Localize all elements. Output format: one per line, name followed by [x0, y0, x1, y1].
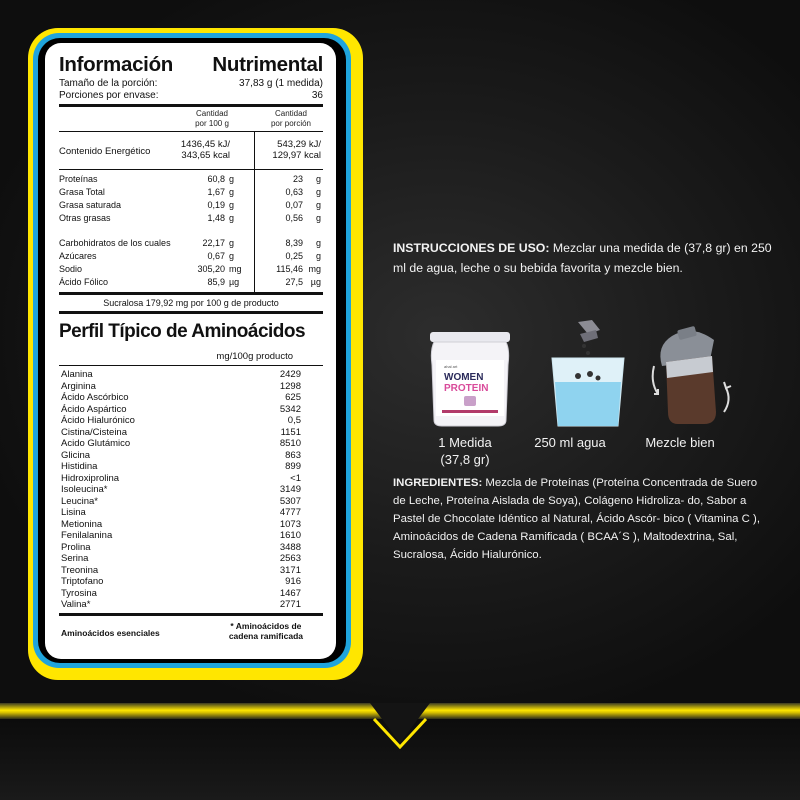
nutrient-value-per-serving: 23: [292, 174, 303, 184]
amino-name: Alanina: [61, 369, 93, 380]
jar-brand: ahal art: [444, 364, 458, 369]
amino-row: [59, 530, 323, 541]
amino-value: 5307: [279, 495, 301, 507]
divider: [59, 365, 323, 366]
nutrient-name: Carbohidratos de los cuales: [59, 238, 171, 248]
amino-name: Treonina: [61, 564, 99, 576]
nutrient-unit-per-serving: mg: [308, 264, 321, 274]
divider: [59, 169, 323, 170]
amino-value: 1298: [279, 380, 301, 392]
amino-name: Serina: [61, 553, 89, 564]
nutrient-unit-per-100g: g: [229, 251, 235, 261]
energy-per-serving-kj: 543,29 kJ/: [277, 139, 321, 150]
amino-row: [59, 599, 323, 610]
nutrient-unit-per-100g: mg: [229, 264, 242, 274]
nutrient-value-per-100g: 22,17: [202, 238, 225, 248]
nutrition-label: [45, 43, 336, 659]
nutrient-value-per-100g: 305,20: [197, 264, 225, 274]
amino-value: <1: [290, 472, 301, 484]
amino-row: [59, 369, 323, 380]
amino-name: Cistina/Cisteina: [61, 426, 127, 438]
amino-row: [59, 381, 323, 392]
amino-value: 1151: [280, 426, 301, 438]
nutrient-unit-per-100g: g: [229, 213, 235, 223]
amino-row: [59, 588, 323, 599]
amino-row: [59, 565, 323, 576]
nutrient-unit-per-100g: g: [229, 174, 235, 184]
amino-footer-essential: Aminoácidos esenciales: [61, 628, 160, 638]
energy-per-serving-kcal: 129,97 kcal: [272, 150, 321, 161]
step-3-label: Mezcle bien: [645, 435, 715, 450]
energy-per-100g-kj: 1436,45 kJ/: [180, 139, 230, 150]
amino-row: [59, 450, 323, 461]
amino-name: Leucina*: [61, 495, 98, 507]
amino-row: [59, 553, 323, 564]
servings-label: Porciones por envase:: [59, 90, 159, 101]
nutrient-name: Azúcares: [59, 251, 97, 261]
glass-icon: [552, 320, 624, 426]
nutrient-unit-per-100g: g: [229, 200, 235, 210]
nutrient-row: [59, 263, 323, 275]
divider: [59, 104, 323, 107]
amino-value: 5342: [279, 403, 301, 415]
amino-unit-label: mg/100g producto: [216, 351, 293, 362]
nutrient-name: Ácido Fólico: [59, 277, 109, 287]
divider: [59, 311, 323, 314]
nutrient-row: [59, 237, 323, 249]
nutrient-value-per-serving: 27,5: [285, 277, 303, 287]
nutrient-name: Proteínas: [59, 174, 98, 184]
amino-row: [59, 473, 323, 484]
amino-row: [59, 519, 323, 530]
nutrient-value-per-serving: 8,39: [285, 238, 303, 248]
nutrient-row: [59, 199, 323, 211]
amino-name: Prolina: [61, 541, 91, 553]
amino-row: [59, 496, 323, 507]
amino-row: [59, 576, 323, 587]
amino-name: Hidroxiprolina: [61, 472, 120, 484]
amino-value: 1467: [279, 587, 301, 599]
amino-row: [59, 461, 323, 472]
step-1-label: 1 Medida (37,8 gr): [438, 435, 492, 467]
nutrient-value-per-100g: 85,9: [207, 277, 225, 287]
jar-line2: PROTEIN: [444, 383, 489, 394]
container-icon: [430, 332, 510, 426]
nutrient-unit-per-100g: µg: [229, 277, 240, 287]
nutrient-value-per-100g: 0,19: [207, 200, 225, 210]
energy-label: Contenido Energético: [59, 146, 151, 157]
nutrient-unit-per-serving: g: [315, 213, 321, 223]
amino-name: Ácido Hialurónico: [61, 415, 135, 426]
nutrient-name: Otras grasas: [59, 213, 111, 223]
amino-value: 3171: [279, 564, 301, 576]
serving-size-row: [59, 78, 323, 90]
divider: [59, 613, 323, 616]
instructions-heading: INSTRUCCIONES DE USO:: [393, 241, 550, 255]
amino-name: Histidina: [61, 461, 98, 472]
amino-name: Ácido Ascórbico: [61, 392, 129, 403]
nutrient-name: Sodio: [59, 264, 83, 274]
amino-name: Acido Glutámico: [61, 438, 131, 449]
amino-name: Metionina: [61, 518, 103, 530]
amino-name: Tyrosina: [61, 587, 97, 599]
amino-name: Valina*: [61, 599, 91, 610]
amino-value: 916: [285, 576, 301, 587]
nutrient-row: [59, 276, 323, 288]
instructions-block: [393, 238, 783, 278]
amino-name: Arginina: [61, 380, 96, 392]
nutrition-panel: [59, 43, 323, 659]
amino-row: [59, 542, 323, 553]
step-2-label: 250 ml agua: [534, 435, 606, 450]
col-header-per-serving: Cantidad por porción: [270, 109, 312, 128]
amino-value: 2563: [279, 553, 301, 564]
ingredients-heading: INGREDIENTES:: [393, 477, 483, 489]
nutrient-value-per-serving: 0,63: [285, 187, 303, 197]
nutrient-row: [59, 250, 323, 262]
amino-name: Glicina: [61, 449, 91, 461]
amino-name: Ácido Aspártico: [61, 403, 127, 415]
amino-title: Perfil Típico de Aminoácidos: [59, 321, 306, 342]
divider: [59, 292, 323, 295]
shaker-icon: [653, 326, 731, 424]
serving-size-value: 37,83 g (1 medida): [239, 78, 323, 89]
servings-row: [59, 90, 323, 102]
nutrient-row: [59, 186, 323, 198]
nutrient-unit-per-serving: g: [315, 200, 321, 210]
nutrient-unit-per-serving: g: [315, 187, 321, 197]
amino-value: 4777: [279, 507, 301, 518]
nutrient-value-per-serving: 0,25: [285, 251, 303, 261]
amino-value: 1073: [279, 518, 301, 530]
amino-value: 899: [285, 461, 301, 472]
amino-value: 0,5: [287, 415, 301, 426]
amino-row: [59, 427, 323, 438]
nutrient-unit-per-serving: g: [315, 251, 321, 261]
nutrient-name: Grasa Total: [59, 187, 105, 197]
instructions-text: Mezclar una medida de (37,8 gr) en 250 ml de agua, leche o su bebida favorita y mezcle bien.: [393, 241, 772, 275]
amino-name: Triptofano: [61, 576, 104, 587]
nutrient-unit-per-serving: g: [315, 174, 321, 184]
amino-value: 8510: [279, 438, 301, 449]
serving-size-label: Tamaño de la porción:: [59, 78, 158, 89]
amino-value: 1610: [279, 530, 301, 541]
nutrient-unit-per-100g: g: [229, 238, 235, 248]
amino-row: [59, 415, 323, 426]
nutrient-row: [59, 212, 323, 224]
jar-line1: WOMEN: [444, 372, 484, 383]
amino-value: 2771: [279, 599, 301, 610]
energy-row: [59, 139, 323, 163]
ingredients-text: Mezcla de Proteínas (Proteína Concentrada de Suero de Leche, Proteína Aislada de Soya), Colágeno Hidroliza- do, Sabor a Pastel de Chocolate Idéntico al Natural, Ácido Ascór- bico ( Vitamina C ), Aminoácidos de Cadena Ramificada ( BCAA´S ), Maltodextrina, Sal, Sucralosa, Ácido Hialurónico.: [393, 477, 760, 561]
amino-row: [59, 507, 323, 518]
amino-name: Lisina: [61, 507, 86, 518]
nutrient-value-per-serving: 115,46: [276, 264, 303, 274]
amino-value: 3149: [279, 484, 301, 495]
nutrient-value-per-100g: 0,67: [207, 251, 225, 261]
amino-row: [59, 392, 323, 403]
nutrient-row: [59, 173, 323, 185]
nutrient-unit-per-serving: g: [315, 238, 321, 248]
nutrient-unit-per-100g: g: [229, 187, 235, 197]
servings-value: 36: [311, 90, 323, 101]
amino-value: 2429: [279, 369, 301, 380]
nutrient-value-per-serving: 0,07: [285, 200, 303, 210]
amino-value: 3488: [279, 541, 301, 553]
sucralose-note: Sucralosa 179,92 mg por 100 g de producto: [103, 298, 279, 308]
amino-footer-bcaa-note: * Aminoácidos de cadena ramificada: [228, 621, 303, 641]
steps-illustration: [420, 320, 760, 430]
amino-name: Fenilalanina: [61, 530, 113, 541]
amino-row: [59, 404, 323, 415]
chevron-down-icon: [370, 703, 430, 749]
nutrient-value-per-100g: 1,67: [207, 187, 225, 197]
amino-row: [59, 438, 323, 449]
ingredients-block: [393, 474, 768, 564]
energy-per-100g-kcal: 343,65 kcal: [181, 150, 230, 161]
nutrient-value-per-100g: 1,48: [207, 213, 225, 223]
nutrition-title-left: Información: [59, 53, 174, 76]
col-header-per-100g: Cantidad por 100 g: [195, 109, 229, 128]
divider: [59, 131, 323, 132]
nutrient-unit-per-serving: µg: [310, 277, 321, 287]
amino-value: 863: [285, 449, 301, 461]
nutrient-value-per-serving: 0,56: [285, 213, 303, 223]
amino-row: [59, 484, 323, 495]
nutrient-value-per-100g: 60,8: [207, 174, 225, 184]
nutrient-name: Grasa saturada: [59, 200, 122, 210]
amino-name: Isoleucina*: [61, 484, 108, 495]
nutrition-title-right: Nutrimental: [212, 53, 323, 76]
amino-value: 625: [285, 392, 301, 403]
